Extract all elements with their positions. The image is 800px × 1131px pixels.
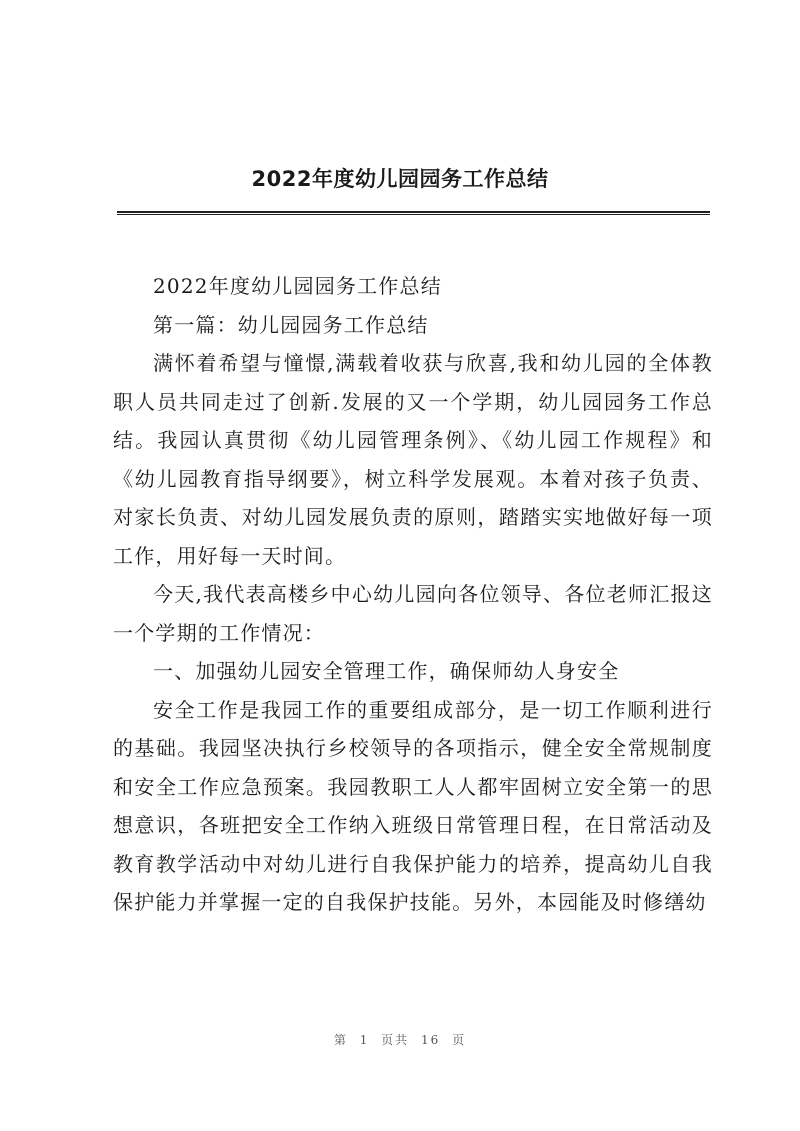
paragraph-report: 今天,我代表高楼乡中心幼儿园向各位领导、各位老师汇报这一个学期的工作情况： [113,582,713,645]
document-title: 2022年度幼儿园园务工作总结 [251,167,549,191]
page-footer [0,1031,800,1048]
paragraph-heading: 2022年度幼儿园园务工作总结 [153,274,442,298]
paragraph-safety: 安全工作是我园工作的重要组成部分，是一切工作顺利进行的基础。我园坚决执行乡校领导的各项指示，健全安全常规制度和安全工作应急预案。我园教职工人人都牢固树立安全第一的思想意识，各班把安全工作纳入班级日常管理日程，在日常活动及教育教学活动中对幼儿进行自我保护能力的培养，提高幼儿自我保护能力并掌握一定的自我保护技能。另外，本园能及时修缮幼 [113,697,713,914]
paragraph-section-one-heading: 一、加强幼儿园安全管理工作，确保师幼人身安全 [153,659,620,683]
paragraph-subheading: 第一篇：幼儿园园务工作总结 [153,312,429,337]
footer-middle: 页共 [381,1033,410,1047]
document-body [113,267,713,922]
paragraph-intro: 满怀着希望与憧憬,满载着收获与欣喜,我和幼儿园的全体教职人员共同走过了创新.发展的又一个学期，幼儿园园务工作总结。我园认真贯彻《幼儿园管理条例》、《幼儿园工作规程》和《幼儿园教育指导纲要》，树立科学发展观。本着对孩子负责、对家长负责、对幼儿园发展负责的原则，踏踏实实地做好每一项工作，用好每一天时间。 [113,351,713,568]
footer-total-pages: 16 [421,1033,441,1047]
footer-prefix: 第 [333,1033,348,1047]
footer-suffix: 页 [452,1033,467,1047]
footer-page-number: 1 [359,1033,370,1047]
title-divider [117,211,710,215]
